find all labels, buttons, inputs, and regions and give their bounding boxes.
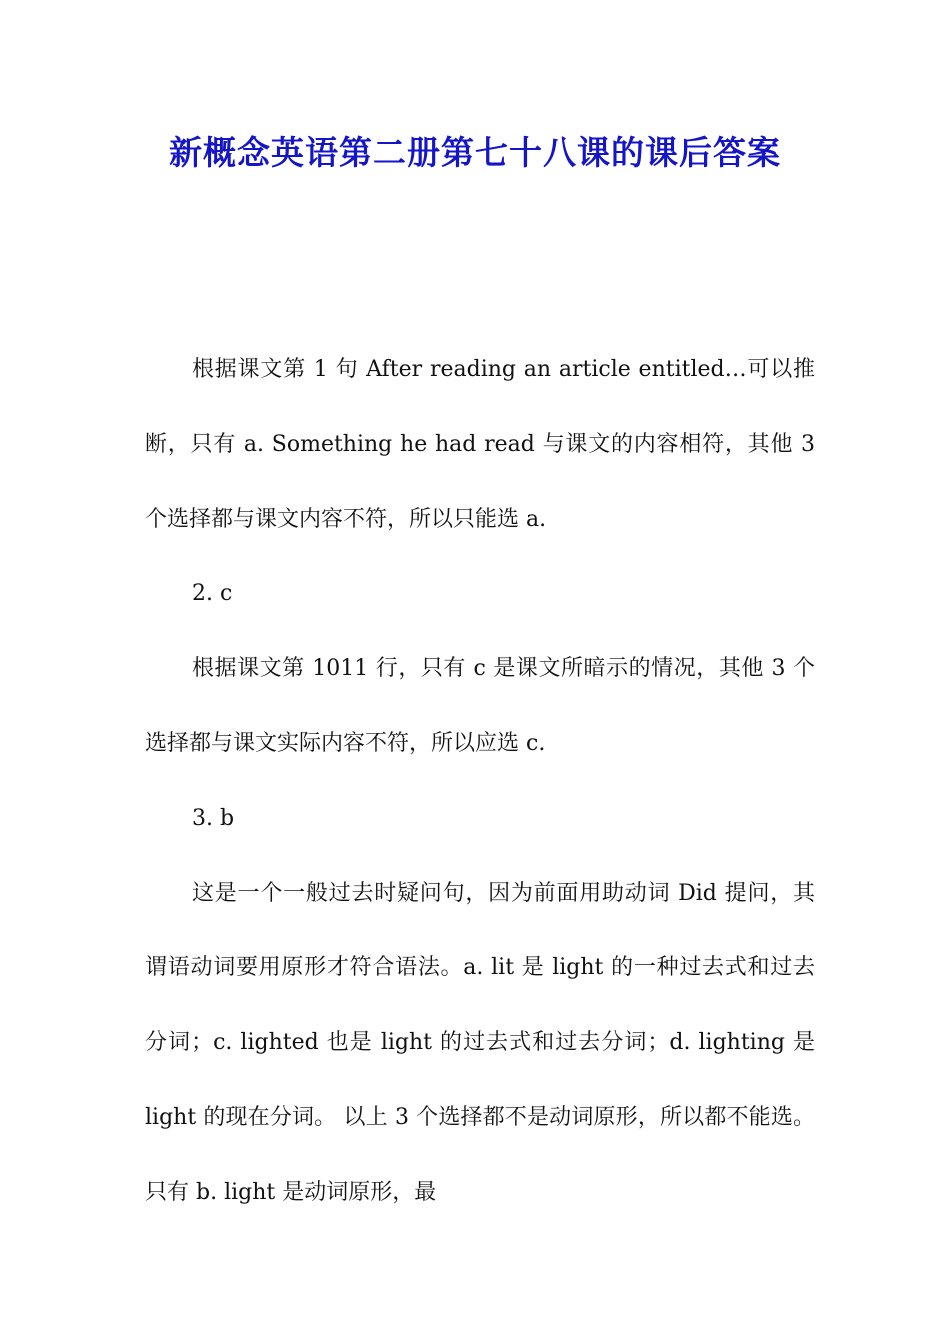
paragraph-answer-3-explanation: 这是一个一般过去时疑问句，因为前面用助动词 Did 提问，其谓语动词要用原形才符合语法。a. lit 是 light 的一种过去式和过去分词；c. lighted 也是 light 的过去式和过去分词；d. lighting 是 light 的现在分词。 以上 3 个选择都不是动词原形，所以都不能选。 只有 b. light 是动词原形，最 bbox=[145, 880, 815, 1205]
document-body bbox=[145, 333, 815, 1231]
paragraph-answer-2-explanation: 根据课文第 1011 行，只有 c 是课文所暗示的情况，其他 3 个选择都与课文实际内容不符，所以应选 c. bbox=[145, 656, 815, 756]
paragraph-answer-1-explanation: 根据课文第 1 句 After reading an article entitled…可以推断，只有 a. Something he had read 与课文的内容相符，其他 3 个选择都与课文内容不符，所以只能选 a. bbox=[145, 357, 815, 532]
answer-2-label: 2. c bbox=[192, 581, 233, 607]
answer-3-label: 3. b bbox=[192, 805, 235, 831]
document-title: 新概念英语第二册第七十八课的课后答案 bbox=[169, 133, 781, 172]
